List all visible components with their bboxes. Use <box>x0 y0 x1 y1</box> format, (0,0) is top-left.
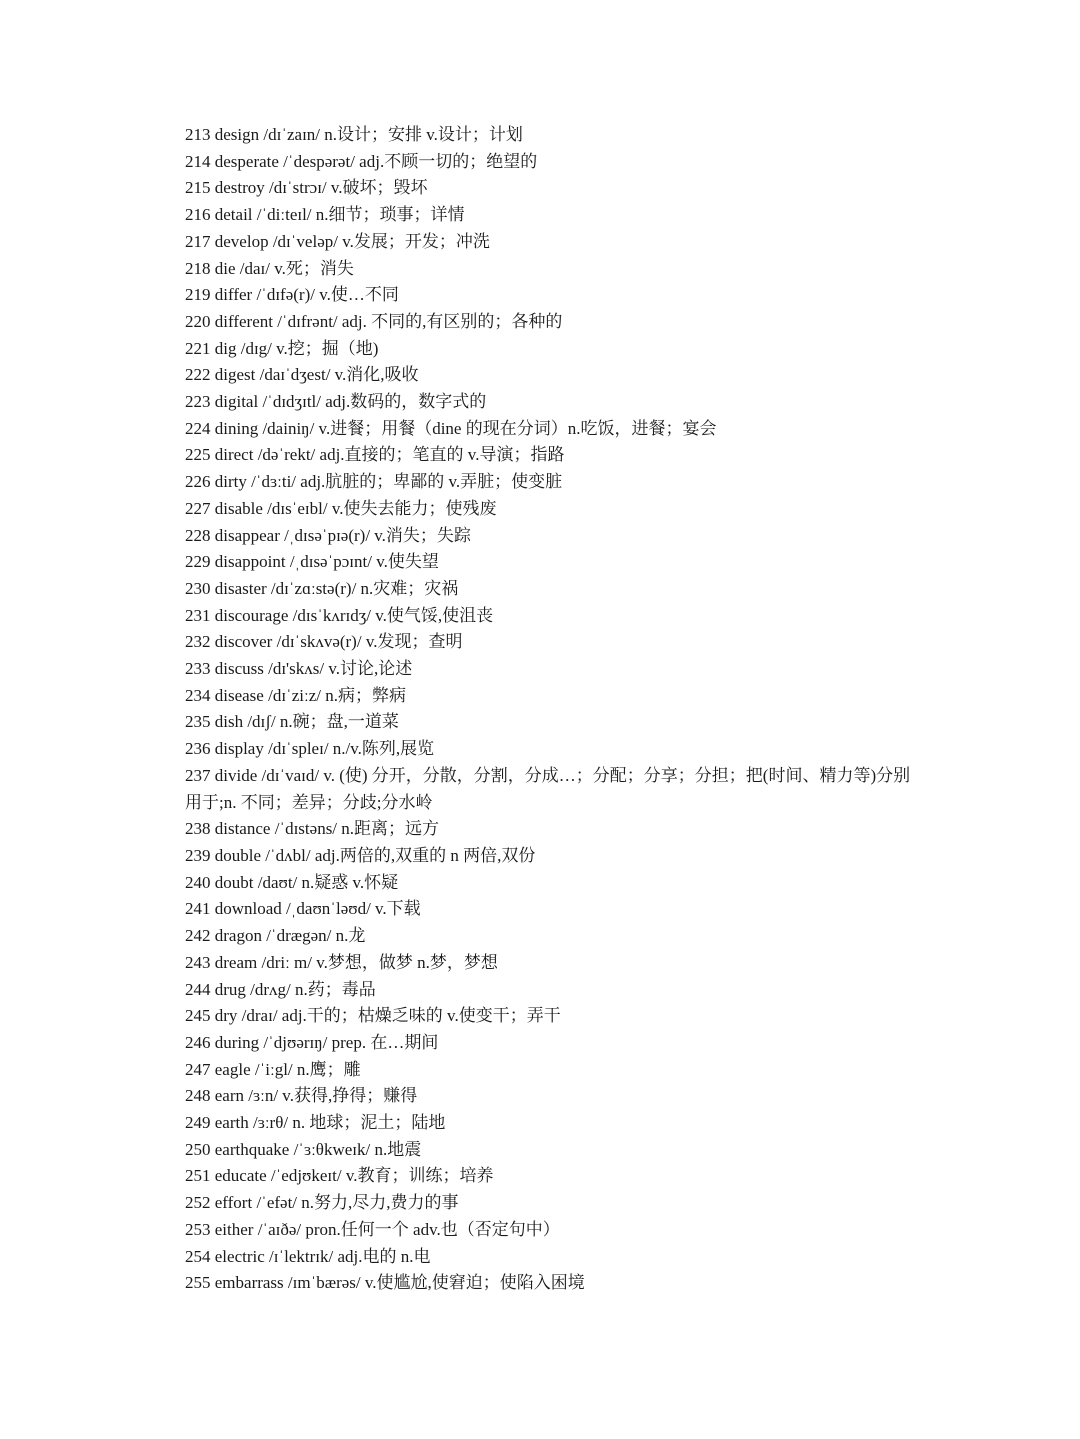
vocab-entry: 223 digital /ˈdɪdʒɪtl/ adj.数码的，数字式的 <box>185 392 487 412</box>
vocab-entry: 232 discover /dɪˈskʌvə(r)/ v.发现；查明 <box>185 632 463 652</box>
vocab-entry: 243 dream /driː m/ v.梦想，做梦 n.梦，梦想 <box>185 952 498 972</box>
vocab-entry: 224 dining /dainiŋ/ v.进餐；用餐（dine 的现在分词）n.吃饭，进餐；宴会 <box>185 418 717 438</box>
vocab-entry: 221 dig /dɪg/ v.挖；掘（地) <box>185 338 379 358</box>
vocab-entry: 250 earthquake /ˈɜːθkweɪk/ n.地震 <box>185 1139 422 1159</box>
vocab-entry: 253 either /ˈaɪðə/ pron.任何一个 adv.也（否定句中） <box>185 1219 560 1239</box>
vocab-entry: 252 effort /ˈefət/ n.努力,尽力,费力的事 <box>185 1193 459 1213</box>
vocab-entry: 228 disappear /ˌdɪsəˈpɪə(r)/ v.消失；失踪 <box>185 525 471 545</box>
vocab-entry: 255 embarrass /ɪmˈbærəs/ v.使尴尬,使窘迫；使陷入困境 <box>185 1273 585 1293</box>
vocab-entry: 231 discourage /dɪsˈkʌrɪdʒ/ v.使气馁,使沮丧 <box>185 605 494 625</box>
vocab-entry: 251 educate /ˈedjʊkeɪt/ v.教育；训练；培养 <box>185 1166 494 1186</box>
vocab-entry: 242 dragon /ˈdrægən/ n.龙 <box>185 926 366 946</box>
vocab-entry: 225 direct /dəˈrekt/ adj.直接的；笔直的 v.导演；指路 <box>185 445 565 465</box>
vocab-entry: 227 disable /dɪsˈeɪbl/ v.使失去能力；使残废 <box>185 498 497 518</box>
vocab-entry: 236 display /dɪˈspleɪ/ n./v.陈列,展览 <box>185 739 435 759</box>
vocab-entry: 219 differ /ˈdɪfə(r)/ v.使…不同 <box>185 285 399 305</box>
vocab-entry: 241 download /ˌdaʊnˈləʊd/ v.下载 <box>185 899 421 919</box>
vocab-entry: 244 drug /drʌg/ n.药；毒品 <box>185 979 376 999</box>
vocab-entry: 237 divide /dɪˈvaɪd/ v. (使) 分开，分散，分割，分成…；分配；分享；分担；把(时间、精力等)分别用于;n. 不同；差异；分歧;分水岭 <box>185 765 911 812</box>
vocab-entry: 254 electric /ɪˈlektrɪk/ adj.电的 n.电 <box>185 1246 431 1266</box>
vocab-entry: 230 disaster /dɪˈzɑːstə(r)/ n.灾难；灾祸 <box>185 578 459 598</box>
vocab-entry: 234 disease /dɪˈziːz/ n.病；弊病 <box>185 685 406 705</box>
vocab-entry: 245 dry /draɪ/ adj.干的；枯燥乏味的 v.使变干；弄干 <box>185 1006 561 1026</box>
vocab-entry: 229 disappoint /ˌdɪsəˈpɔɪnt/ v.使失望 <box>185 552 439 572</box>
vocab-entry: 238 distance /ˈdɪstəns/ n.距离；远方 <box>185 819 440 839</box>
vocab-entry: 217 develop /dɪˈveləp/ v.发展；开发；冲洗 <box>185 231 490 251</box>
vocab-entry: 248 earn /ɜːn/ v.获得,挣得；赚得 <box>185 1086 418 1106</box>
vocab-entry: 215 destroy /dɪˈstrɔɪ/ v.破坏；毁坏 <box>185 178 428 198</box>
vocab-entry: 247 eagle /ˈiːgl/ n.鹰；雕 <box>185 1059 361 1079</box>
vocab-entry: 213 design /dɪˈzaɪn/ n.设计；安排 v.设计；计划 <box>185 125 523 144</box>
vocab-entry: 226 dirty /ˈdɜːti/ adj.肮脏的；卑鄙的 v.弄脏；使变脏 <box>185 472 563 492</box>
vocabulary-list <box>185 122 915 1297</box>
vocab-entry: 222 digest /daɪˈdʒest/ v.消化,吸收 <box>185 365 419 385</box>
vocab-entry: 233 discuss /dɪ'skʌs/ v.讨论,论述 <box>185 659 413 679</box>
vocab-entry: 216 detail /ˈdiːteɪl/ n.细节；琐事；详情 <box>185 205 465 225</box>
vocab-entry: 218 die /daɪ/ v.死；消失 <box>185 258 354 278</box>
vocab-entry: 239 double /ˈdʌbl/ adj.两倍的,双重的 n 两倍,双份 <box>185 845 536 865</box>
vocab-entry: 235 dish /dɪʃ/ n.碗；盘,一道菜 <box>185 712 399 732</box>
vocab-entry: 214 desperate /ˈdespərət/ adj.不顾一切的；绝望的 <box>185 151 538 171</box>
vocab-entry: 240 doubt /daʊt/ n.疑惑 v.怀疑 <box>185 872 399 892</box>
vocab-entry: 220 different /ˈdɪfrənt/ adj. 不同的,有区别的；各种的 <box>185 311 563 331</box>
vocab-entry: 246 during /ˈdjʊərɪŋ/ prep. 在…期间 <box>185 1032 439 1052</box>
vocab-entry: 249 earth /ɜːrθ/ n. 地球；泥土；陆地 <box>185 1113 446 1133</box>
